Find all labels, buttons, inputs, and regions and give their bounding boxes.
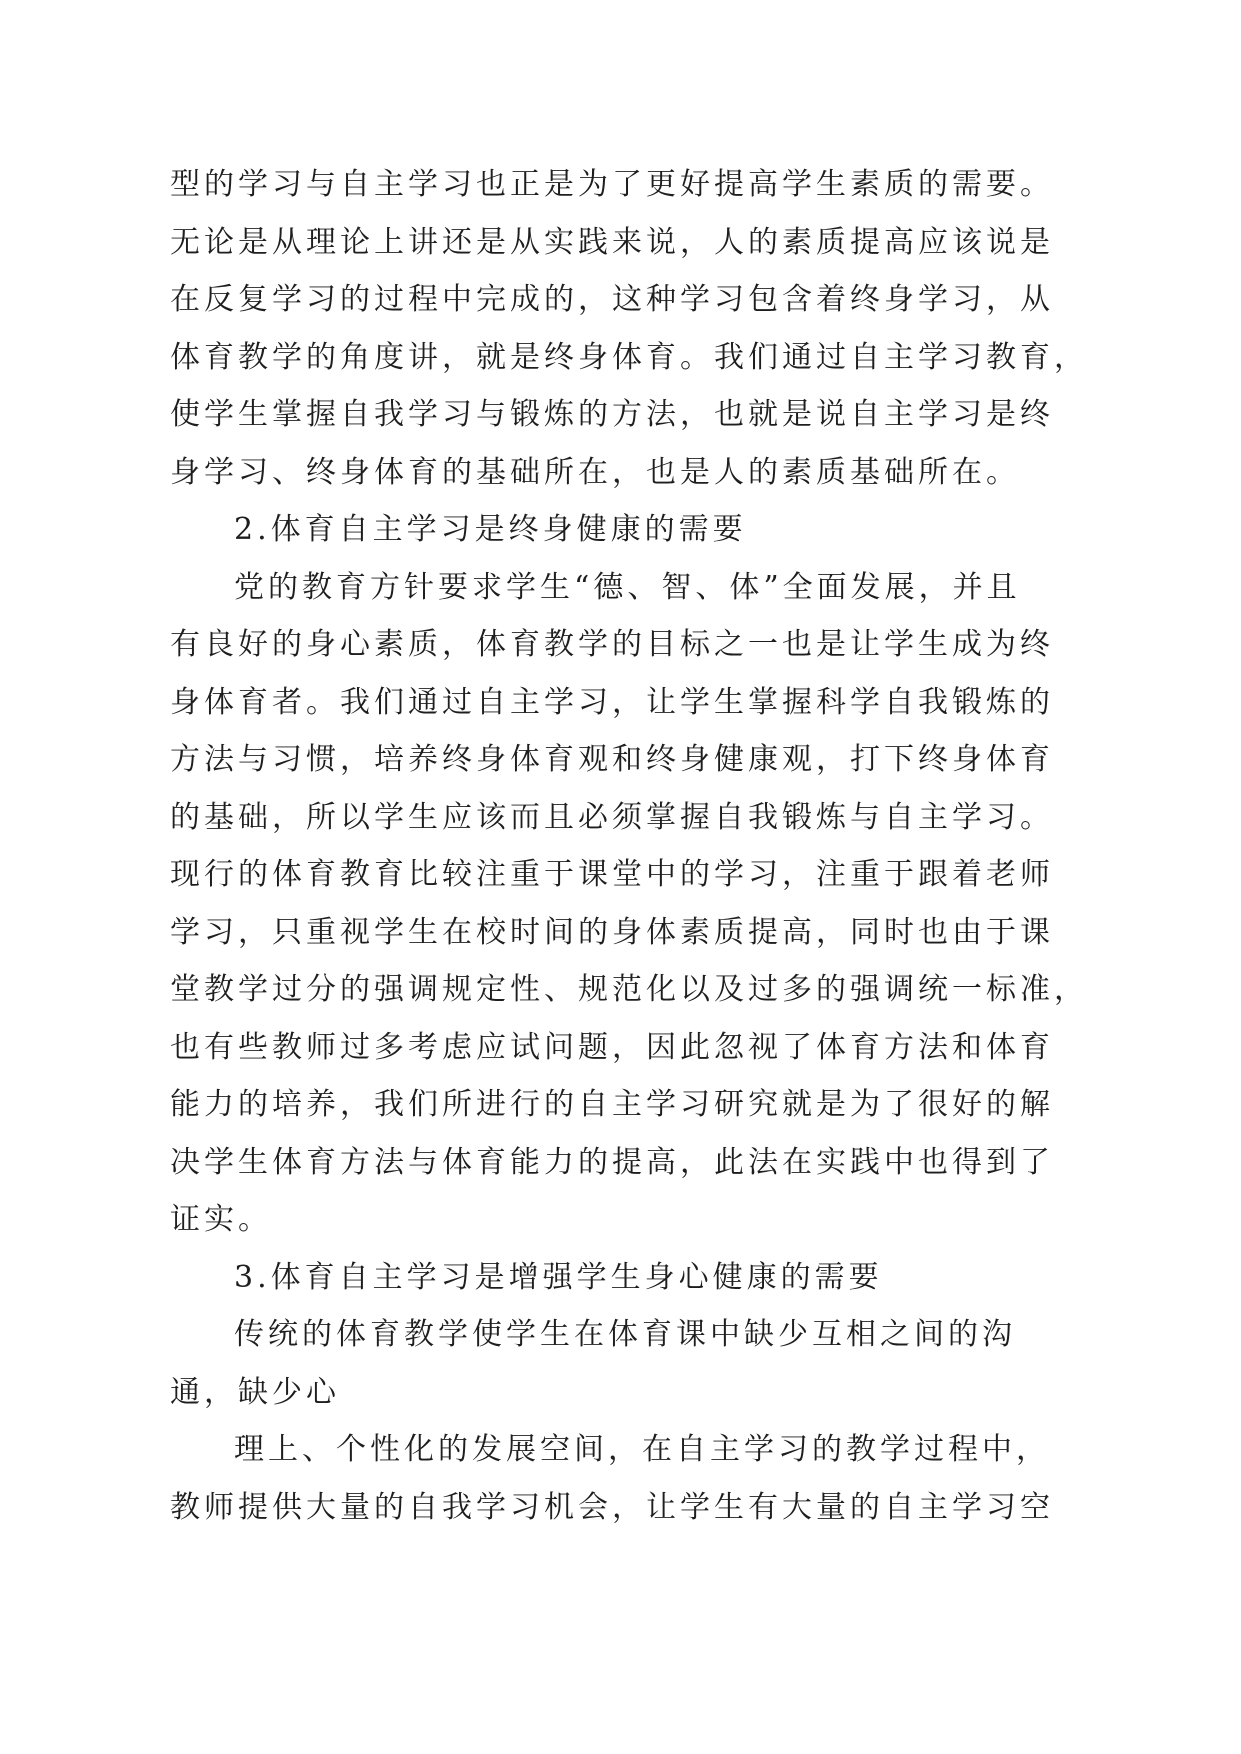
text-line: 体育教学的角度讲，就是终身体育。我们通过自主学习教育， (170, 339, 1088, 375)
text-line: 教师提供大量的自我学习机会，让学生有大量的自主学习空 (170, 1489, 1054, 1525)
text-line: 决学生体育方法与体育能力的提高，此法在实践中也得到了 (170, 1144, 1054, 1180)
text-line: 型的学习与自主学习也正是为了更好提高学生素质的需要。 (170, 167, 1054, 202)
text-line: 理上、个性化的发展空间，在自主学习的教学过程中， (234, 1432, 1050, 1467)
text-line: 身体育者。我们通过自主学习，让学生掌握科学自我锻炼的 (170, 684, 1054, 720)
text-line: 传统的体育教学使学生在体育课中缺少互相之间的沟 (234, 1317, 1016, 1352)
text-line: 有良好的身心素质，体育教学的目标之一也是让学生成为终 (170, 627, 1054, 662)
text-line: 现行的体育教育比较注重于课堂中的学习，注重于跟着老师 (170, 857, 1054, 892)
text-line: 身学习、终身体育的基础所在，也是人的素质基础所在。 (170, 454, 1020, 490)
text-line: 学习，只重视学生在校时间的身体素质提高，同时也由于课 (170, 914, 1054, 950)
text-line: 在反复学习的过程中完成的，这种学习包含着终身学习，从 (170, 282, 1054, 317)
body-text (170, 156, 1130, 1536)
text-line: 堂教学过分的强调规定性、规范化以及过多的强调统一标准， (170, 972, 1088, 1007)
text-line: 也有些教师过多考虑应试问题，因此忽视了体育方法和体育 (170, 1029, 1054, 1065)
text-line: 方法与习惯，培养终身体育观和终身健康观，打下终身体育 (170, 742, 1054, 777)
text-line: 通，缺少心 (170, 1374, 340, 1410)
text-line: 的基础，所以学生应该而且必须掌握自我锻炼与自主学习。 (170, 799, 1054, 835)
text-line: 使学生掌握自我学习与锻炼的方法，也就是说自主学习是终 (170, 397, 1054, 432)
text-line: 党的教育方针要求学生“德、智、体”全面发展，并且 (234, 569, 1021, 605)
text-line: 无论是从理论上讲还是从实践来说，人的素质提高应该说是 (170, 224, 1054, 260)
text-line: 能力的培养，我们所进行的自主学习研究就是为了很好的解 (170, 1087, 1054, 1122)
section-heading: 3.体育自主学习是增强学生身心健康的需要 (234, 1259, 883, 1295)
text-line: 证实。 (170, 1202, 272, 1237)
section-heading: 2.体育自主学习是终身健康的需要 (234, 512, 747, 547)
